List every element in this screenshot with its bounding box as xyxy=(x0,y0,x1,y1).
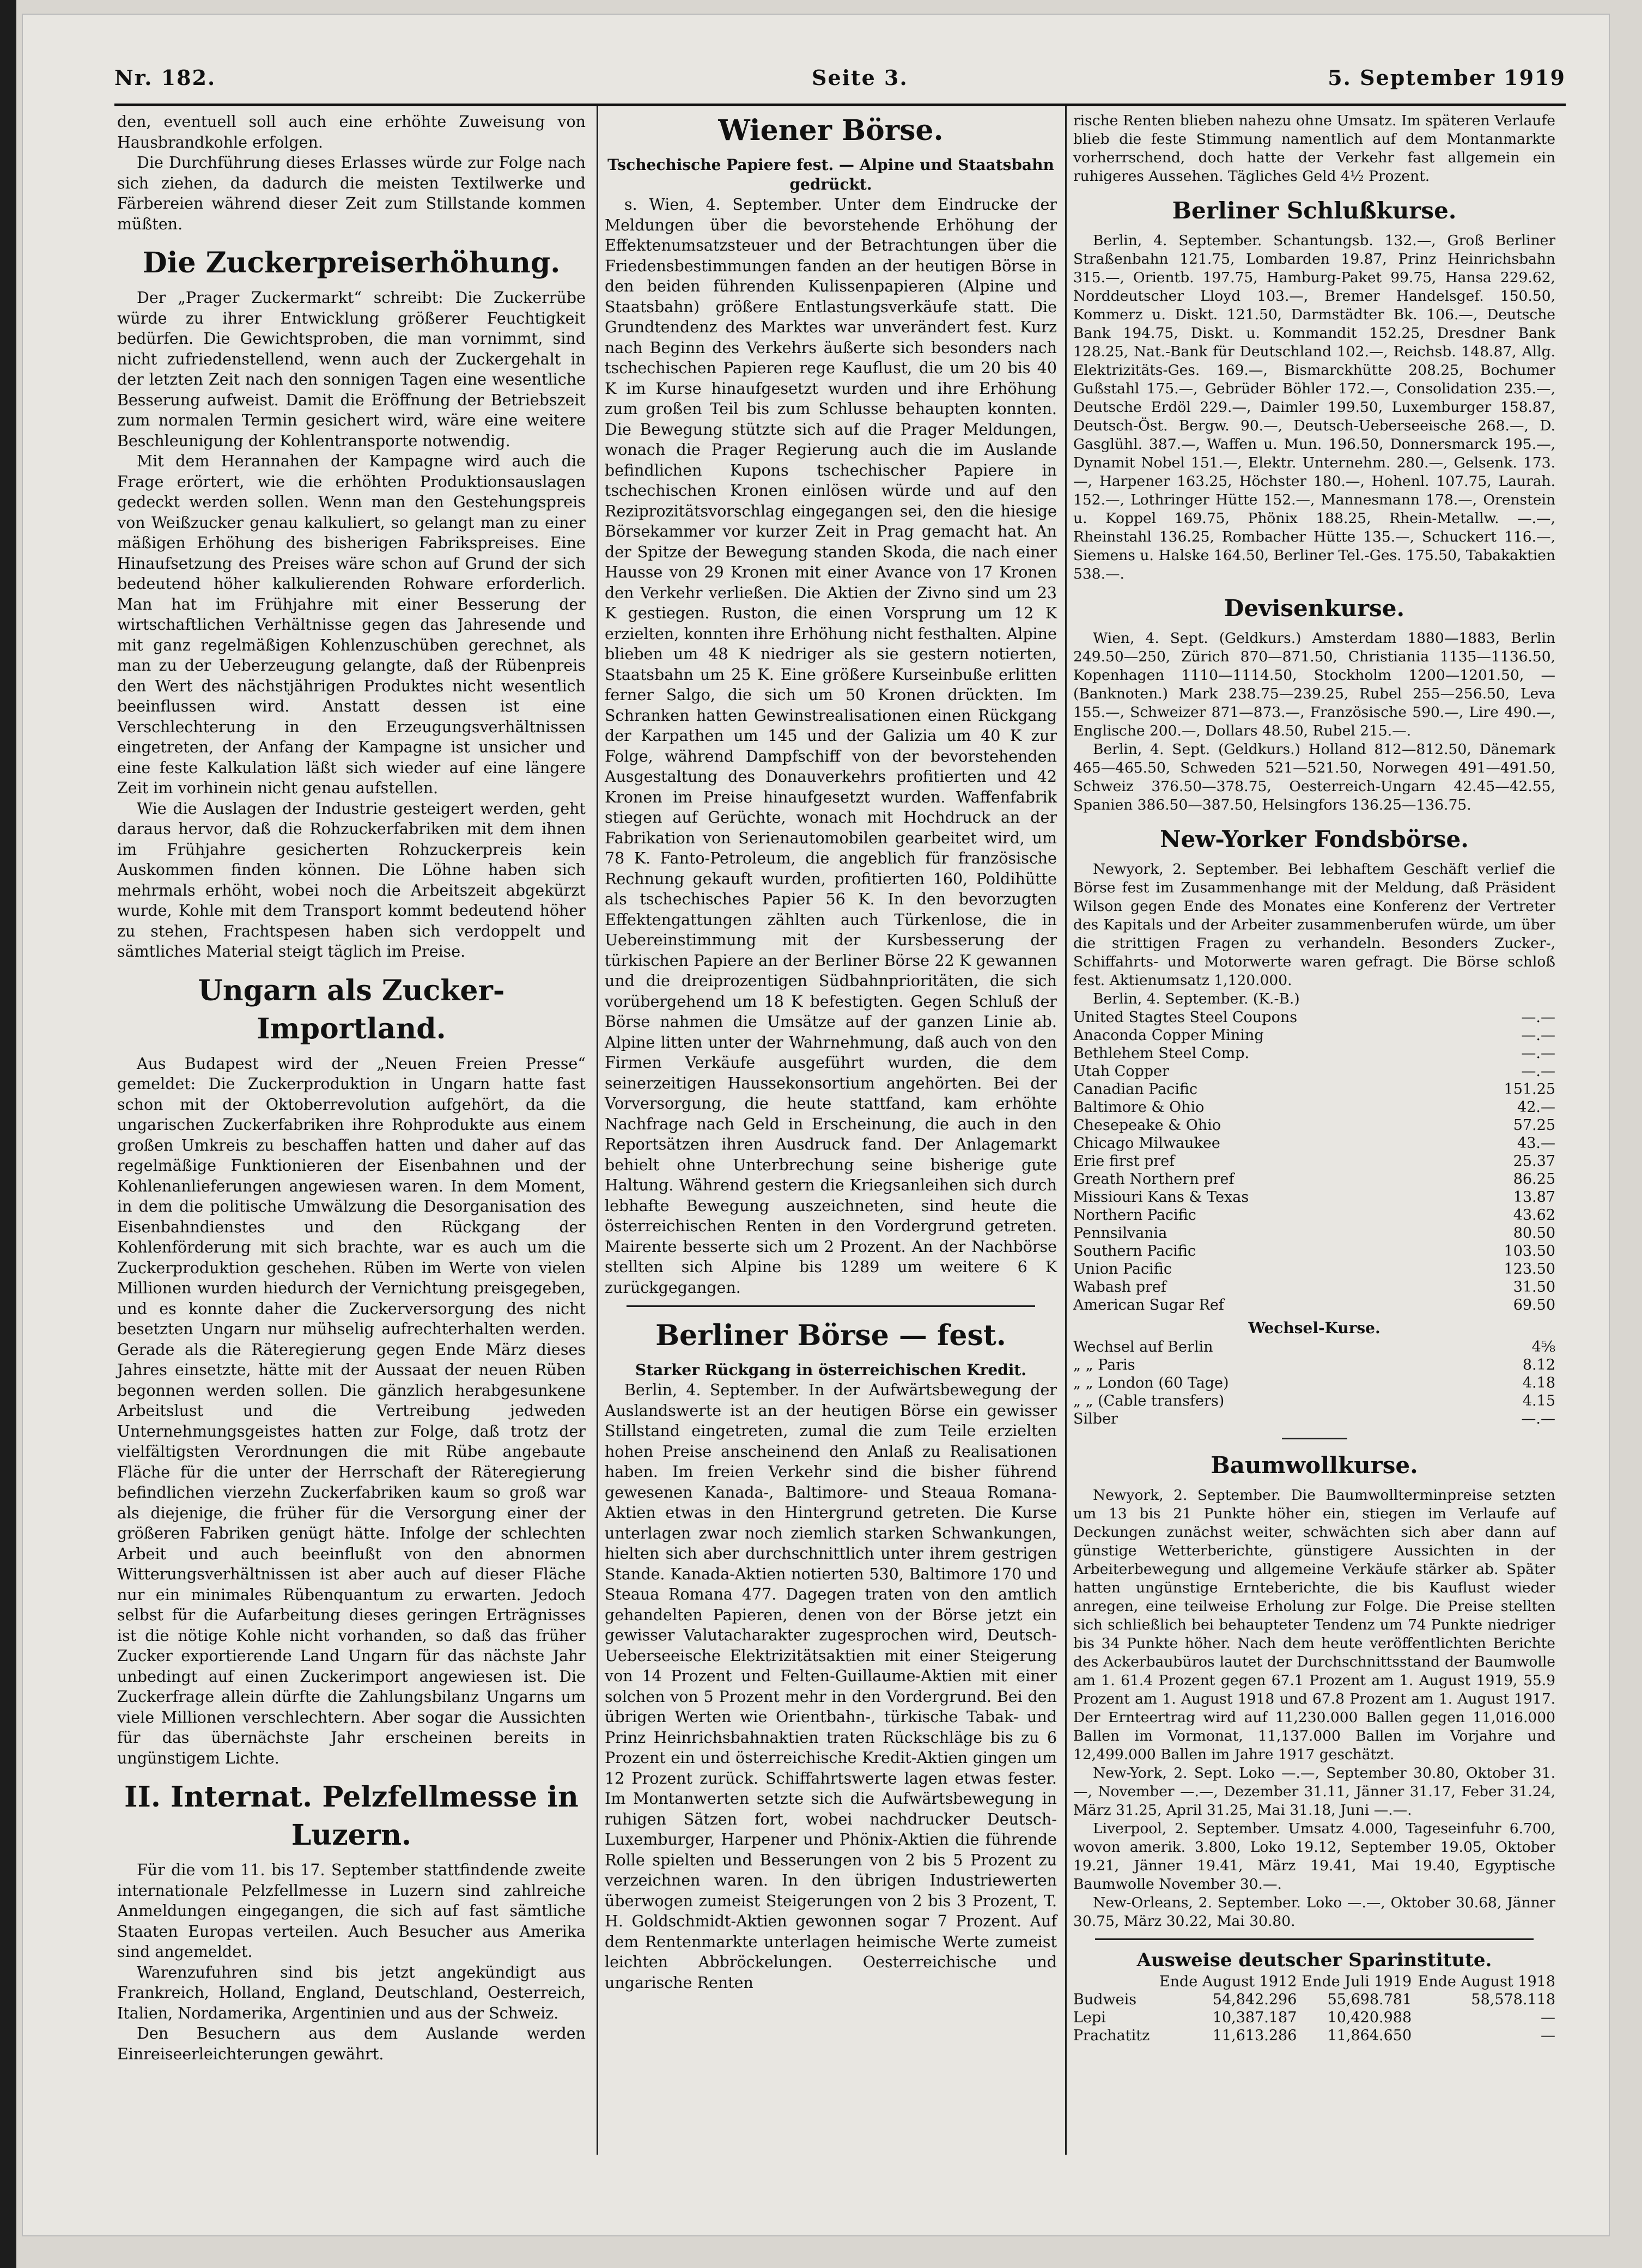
row-value: 43.— xyxy=(1517,1135,1555,1152)
headline-sparinstitute: Ausweise deutscher Sparinstitute. xyxy=(1136,1949,1492,1971)
row-label: Silber xyxy=(1073,1410,1118,1427)
headline-ungarn: Ungarn als Zucker-Importland. xyxy=(198,974,505,1045)
row-label: Anaconda Copper Mining xyxy=(1073,1027,1264,1044)
section-divider xyxy=(627,1305,1035,1307)
row-label: Erie first pref xyxy=(1073,1153,1175,1170)
section-divider xyxy=(1095,1938,1534,1940)
paragraph: Aus Budapest wird der „Neuen Freien Presse“ gemeldet: Die Zuckerproduktion in Ungarn hatte fast schon mit der Oktoberrevolution aufgehört, da die ungarischen Zuckerfabriken ihre Rohprodukte aus einem großen Umkreis zu beschaffen hatten und daher auf das regelmäßige Funktionieren der Eisenbahnen und der Kohlenanlieferungen angewiesen waren. In dem Moment, in dem die politische Umwälzung die Desorganisation des Eisenbahndienstes und den Rückgang der Kohlenförderung mit sich brachte, war es auch um die Zuckerproduktion geschehen. Rüben im Werte von vielen Millionen wurden hiedurch der Vernichtung preisgegeben, und es konnte daher die Zuckerversorgung des nicht besetzten Ungarn nur mühselig aufrechterhalten werden. Gerade als die Räteregierung gegen Ende März dieses Jahres einsetzte, hätte mit der Aussaat der neuen Rüben begonnen werden sollen. Die gänzlich herabgesunkene Arbeitslust und die Vertreibung jedweden Unternehmungsgeistes hatten zur Folge, daß trotz der vielfältigsten Verordnungen die mit Rübe angebaute Fläche für die unter der Herrschaft der Räteregierung befindlichen vierzehn Zuckerfabriken kaum so groß war als diejenige, die früher für die Versorgung einer der größeren Fabriken genügt hätte. Infolge der schlechten Arbeit und auch beeinflußt von den abnormen Witterungsverhältnissen ist aber auch auf dieser Fläche nur ein minimales Rübenquantum zu erwarten. Jedoch selbst für die Aufarbeitung dieses geringen Erträgnisses ist die nötige Kohle nicht vorhanden, so daß das früher Zucker exportierende Land Ungarn für das nächste Jahr unbedingt auf einen Zuckerimport angewiesen ist. Die Zuckerfrage allein dürfte die Zahlungsbilanz Ungarns um viele Millionen verschlechtern. Aber sogar die Aussichten für das übernächste Jahr erscheinen bereits in ungünstigem Lichte. xyxy=(117,1054,586,1767)
row-value: 54,842.296 xyxy=(1212,1991,1297,2008)
paragraph: den, eventuell soll auch eine erhöhte Zuweisung von Hausbrandkohle erfolgen. xyxy=(117,113,586,151)
table-row xyxy=(1073,1170,1555,1188)
subheadline-wien: Tschechische Papiere fest. — Alpine und Staatsbahn gedrückt. xyxy=(607,156,1054,193)
sparinstitute-table xyxy=(1073,1973,1555,2045)
page-header xyxy=(98,65,1566,104)
row-value: 10,420.988 xyxy=(1327,2009,1412,2026)
table-row xyxy=(1073,1044,1555,1062)
paragraph: Mit dem Herannahen der Kampagne wird auch die Frage erörtert, wie die erhöhten Produktionsauslagen gedeckt werden sollen. Wenn man den Gestehungspreis von Weißzucker genau kalkuliert, so gelangt man zu einer mäßigen Erhöhung des bisherigen Fabrikspreises. Eine Hinaufsetzung des Preises wäre schon auf Grund der sich bedeutend höher kalkulierenden Rohware erforderlich. Man hat im Frühjahre mit einer Besserung der wirtschaftlichen Verhältnisse gegen das Jahresende und mit ganz regelmäßigen Kohlenzuschüben gerechnet, als man zu der Ueberzeugung gelangte, daß der Rübenpreis den Wert des nächstjährigen Produktes nicht wesentlich beeinflussen wird. Anstatt dessen ist eine Verschlechterung in den Erzeugungsverhältnissen eingetreten, der Anfang der Kampagne ist unsicher und eine feste Kalkulation läßt sich wieder auf eine längere Zeit im vorhinein nicht genau aufstellen. xyxy=(117,452,586,797)
row-value: 80.50 xyxy=(1513,1225,1555,1242)
row-label: Lepi xyxy=(1073,2009,1106,2026)
headline-new-york: New-Yorker Fondsbörse. xyxy=(1160,826,1469,853)
table-row xyxy=(1073,1062,1555,1080)
row-label: Baltimore & Ohio xyxy=(1073,1099,1205,1116)
table-row xyxy=(1073,1206,1555,1224)
subheadline-berlin: Starker Rückgang in österreichischen Kredit. xyxy=(635,1361,1027,1379)
table-row xyxy=(1073,1152,1555,1170)
paragraph: Berlin, 4. September. In der Aufwärtsbewegung der Auslandswerte ist an der heutigen Börse ein gewisser Stillstand eingetreten, zumal die zum Teile erzielten hohen Preise anscheinend den Anlaß zu Realisationen haben. Im freien Verkehr sind die bisher führend gewesenen Kanada-, Baltimore- und Steaua Romana-Aktien etwas in den Hintergrund getreten. Die Kurse unterlagen zwar noch ziemlich starken Schwankungen, hielten sich aber durchschnittlich unter ihrem gestrigen Stande. Kanada-Aktien notierten 530, Baltimore 170 und Steaua Romana 477. Dagegen traten von den amtlich gehandelten Papieren, denen von der Börse jetzt ein gewisser Valutacharakter zugesprochen wird, Deutsch-Ueberseeische Elektrizitätsaktien mit einer Steigerung von 14 Prozent und Felten-Guillaume-Aktien mit einer solchen von 5 Prozent mehr in den Vordergrund. Bei den übrigen Werten wie Orientbahn-, türkische Tabak- und Prinz Heinrichsbahnaktien traten Rückschläge bis zu 6 Prozent ein und österreichische Kredit-Aktien gingen um 12 Prozent zurück. Schiffahrtswerte lagen etwas fester. Im Montanwerten setzte sich die Aufwärtsbewegung in ruhigen Sätzen fort, wobei nachdrucker Deutsch-Luxemburger, Harpener und Phönix-Aktien die führende Rolle spielten und Besserungen von 2 bis 5 Prozent zu verzeichnen waren. In den übrigen Industriewerten überwogen zumeist Steigerungen von 2 bis 3 Prozent, T. H. Goldschmidt-Aktien gewonnen sogar 7 Prozent. Auf dem Rentenmarkte unterlagen heimische Werte zumeist leichten Abbröckelungen. Oesterreichische und ungarische Renten xyxy=(605,1381,1057,1992)
row-value: 10,387.187 xyxy=(1212,2009,1297,2026)
column-3 xyxy=(1073,112,1555,2045)
row-value: 4.18 xyxy=(1522,1375,1555,1391)
table-row xyxy=(1073,1338,1555,1356)
row-label: „ „ London (60 Tage) xyxy=(1073,1375,1229,1391)
row-value: 151.25 xyxy=(1504,1081,1555,1098)
row-value: 123.50 xyxy=(1504,1261,1555,1278)
column-rule-2 xyxy=(1065,106,1067,2155)
paragraph: New-Orleans, 2. September. Loko —.—, Oktober 30.68, Jänner 30.75, März 30.22, Mai 30.80. xyxy=(1073,1894,1555,1930)
row-label: Budweis xyxy=(1073,1991,1137,2008)
row-value: —.— xyxy=(1521,1009,1555,1026)
row-label: Bethlehem Steel Comp. xyxy=(1073,1045,1250,1062)
row-value: 57.25 xyxy=(1513,1117,1555,1134)
column-header xyxy=(1073,1973,1153,1991)
paragraph: New-York, 2. Sept. Loko —.—, September 30.80, Oktober 31.—, November —.—, Dezember 31.11, Jänner 31.17, Feber 31.24, März 31.25, April 31.25, Mai 31.18, Juni —.—. xyxy=(1073,1765,1555,1819)
table-row xyxy=(1073,1356,1555,1374)
row-label: Southern Pacific xyxy=(1073,1243,1196,1260)
paragraph: Berlin, 4. Sept. (Geldkurs.) Holland 812—812.50, Dänemark 465—465.50, Schweden 521—521.50, Norwegen 491—491.50, Schweiz 376.50—378.75, Oesterreich-Ungarn 42.45—42.55, Spanien 386.50—387.50, Helsingfors 136.25—136.75. xyxy=(1073,741,1555,813)
table-row xyxy=(1073,1080,1555,1098)
stock-table xyxy=(1073,1008,1555,1314)
row-label: Prachatitz xyxy=(1073,2027,1150,2044)
row-value: — xyxy=(1541,2027,1555,2044)
headline-devisenkurse: Devisenkurse. xyxy=(1224,595,1405,622)
scan-edge xyxy=(0,0,16,2268)
paragraph: Wie die Auslagen der Industrie gesteigert werden, geht daraus hervor, daß die Rohzuckerfabriken mit dem ihnen im Frühjahre gesicherten Rohzuckerpreis kein Auskommen finden können. Die Löhne haben sich mehrmals erhöht, wobei noch die Arbeitszeit abgekürzt wurde, Kohle mit dem Transport kommt bedeutend höher zu stehen, Frachtspesen haben sich verdoppelt und sämtliches Material steigt täglich im Preise. xyxy=(117,799,586,960)
row-value: 69.50 xyxy=(1513,1297,1555,1314)
table-row xyxy=(1073,1410,1555,1428)
table-row xyxy=(1073,2009,1555,2027)
table-row xyxy=(1073,1260,1555,1278)
table-row xyxy=(1073,1188,1555,1206)
table-row xyxy=(1073,1278,1555,1296)
paragraph: Für die vom 11. bis 17. September stattfindende zweite internationale Pelzfellmesse in Luzern sind zahlreiche Anmeldungen eingegangen, die sich auf fast sämtliche Staaten Europas verteilen. Auch Besucher aus Amerika sind angemeldet. xyxy=(117,1861,586,1961)
wechsel-table xyxy=(1073,1338,1555,1428)
table-row xyxy=(1073,2027,1555,2045)
paragraph: rische Renten blieben nahezu ohne Umsatz. Im späteren Verlaufe blieb die feste Stimmung namentlich auf dem Montanmarkte vorherrschend, doch hatte der Verkehr fast allgemein ein ruhigeres Aussehen. Tägliches Geld 4½ Prozent. xyxy=(1073,112,1555,185)
row-value: —.— xyxy=(1521,1045,1555,1062)
column-header: Ende August 1918 xyxy=(1418,1973,1555,1990)
row-value: —.— xyxy=(1521,1027,1555,1044)
column-1 xyxy=(117,112,586,2064)
row-label: Northern Pacific xyxy=(1073,1207,1196,1224)
headline-baumwolle: Baumwollkurse. xyxy=(1211,1452,1418,1479)
table-row xyxy=(1073,1991,1555,2009)
row-value: 103.50 xyxy=(1504,1243,1555,1260)
row-label: Union Pacific xyxy=(1073,1261,1172,1278)
table-row xyxy=(1073,1026,1555,1044)
paragraph: Die Durchführung dieses Erlasses würde zur Folge nach sich ziehen, da dadurch die meisten Textilwerke und Färbereien während dieser Zeit zum Stillstande kommen müßten. xyxy=(117,154,586,233)
table-row xyxy=(1073,1008,1555,1026)
row-label: United Stagtes Steel Coupons xyxy=(1073,1009,1298,1026)
column-header: Ende August 1912 xyxy=(1159,1973,1297,1990)
paragraph: Der „Prager Zuckermarkt“ schreibt: Die Zuckerrübe würde zu ihrer Entwicklung größerer Feuchtigkeit bedürfen. Die Gewichtsproben, die man vornimmt, sind nicht zufriedenstellend, wenn auch der Zuckergehalt in der letzten Zeit nach den sonnigen Tagen eine wesentliche Besserung aufweist. Damit die Eröffnung der Betriebszeit zum normalen Termin gesichert wird, wäre eine weitere Beschleunigung der Kohlentransporte notwendig. xyxy=(117,289,586,450)
row-label: Greath Northern pref xyxy=(1073,1171,1234,1188)
issue-date: 5. September 1919 xyxy=(1328,65,1566,90)
paragraph: Liverpool, 2. September. Umsatz 4.000, Tageseinfuhr 6.700, wovon amerik. 3.800, Loko 19.12, September 19.05, Oktober 19.21, Jänner 19.41, März 19.41, Mai 19.40, Egyptische Baumwolle November 30.—. xyxy=(1073,1820,1555,1893)
row-label: Chicago Milwaukee xyxy=(1073,1135,1220,1152)
row-label: „ „ (Cable transfers) xyxy=(1073,1393,1225,1409)
row-label: Wabash pref xyxy=(1073,1279,1166,1296)
row-label: American Sugar Ref xyxy=(1073,1297,1224,1314)
table-row xyxy=(1073,1224,1555,1242)
row-value: — xyxy=(1541,2009,1555,2026)
row-value: 42.— xyxy=(1517,1099,1555,1116)
paragraph: s. Wien, 4. September. Unter dem Eindrucke der Meldungen über die bevorstehende Erhöhung der Effektenumsatzsteuer und der Betrachtungen über die Friedensbestimmungen fanden an der heutigen Börse in den beiden führenden Kulissenpapieren (Alpine und Staatsbahn) größere Entlastungsverkäufe statt. Die Grundtendenz des Marktes war unverändert fest. Kurz nach Beginn des Verkehrs äußerte sich besonders nach tschechischen Papieren rege Kauflust, die um 20 bis 40 K im Kurse hinaufgesetzt wurden und ihre Erhöhung zum großen Teil bis zum Schlusse behaupten konnten. Die Bewegung stützte sich auf die Prager Meldungen, wonach die Prager Regierung auch die im Auslande befindlichen Kupons tschechischer Papiere in tschechischen Kronen einlösen würde und auf den Reziprozitätsvorschlag eingegangen sei, den die hiesige Börsekammer vor kurzer Zeit in Prag gemacht hat. An der Spitze der Bewegung standen Skoda, die nach einer Hausse von 29 Kronen mit einer Avance von 17 Kronen den Verkehr verließen. Die Aktien der Zivno sind um 23 K gestiegen. Ruston, die einen Vorsprung um 12 K erzielten, konnten ihre Erhöhung nicht festhalten. Alpine blieben um 48 K niedriger als sie gestern notierten, Staatsbahn um 25 K. Eine größere Kurseinbuße erlitten ferner Salgo, die sich um 50 Kronen drückten. Im Schranken hatten Gewinstrealisationen einen Rückgang der Karpathen um 145 und der Galizia um 40 K zur Folge, während Dampfschiff von der bevorstehenden Ausgestaltung des Donauverkehrs profitierten und 42 Kronen im Preise hinaufgesetzt wurden. Waffenfabrik stiegen auf Gerüchte, wonach mit Hochdruck an der Fabrikation von Serienautomobilen gearbeitet wird, um 78 K. Fanto-Petroleum, die angeblich für französische Rechnung gekauft wurden, profitierten 160, Poldihütte als tschechisches Papier 56 K. In den bevorzugten Effektengattungen zählten auch Türkenlose, die in Uebereinstimmung mit der Kursbesserung der türkischen Papiere an der Berliner Börse 22 K gewannen und die dreiprozentigen Südbahnprioritäten, die sich vorübergehend um 18 K befestigten. Gegen Schluß der Börse nahmen die Umsätze auf der ganzen Linie ab. Alpine litten unter der Wahrnehmung, daß auch von den Firmen Verkäufe ausgeführt wurden, die dem seinerzeitigen Haussekonsortium angehörten. Bei der Vorversorgung, die heute stattfand, kam erhöhte Nachfrage nach Geld in Erscheinung, die auch in den Reportsätzen ihren Ausdruck fand. Der Anlagemarkt behielt ohne Unterbrechung seine bisherige gute Haltung. Während gestern die Kriegsanleihen sich durch lebhafte Bewegung auszeichneten, sind heute die österreichischen Renten in den Vordergrund getreten. Mairente besserte sich um 2 Prozent. An der Nachbörse stellten sich Alpine bis 1289 um weitere 6 K zurückgegangen. xyxy=(605,196,1057,1297)
table-row xyxy=(1073,1296,1555,1314)
row-value: —.— xyxy=(1521,1410,1555,1427)
header-rule xyxy=(114,104,1566,106)
column-rule-1 xyxy=(597,106,598,2155)
row-value: 31.50 xyxy=(1513,1279,1555,1296)
row-label: „ „ Paris xyxy=(1073,1357,1135,1373)
row-value: 11,864.650 xyxy=(1327,2027,1412,2044)
table-row xyxy=(1073,1116,1555,1134)
row-value: 8.12 xyxy=(1522,1357,1555,1373)
issue-number: Nr. 182. xyxy=(114,65,216,90)
section-divider xyxy=(1282,1438,1347,1439)
row-value: 55,698.781 xyxy=(1327,1991,1412,2008)
row-value: 86.25 xyxy=(1513,1171,1555,1188)
paragraph: Den Besuchern aus dem Auslande werden Einreiseerleichterungen gewährt. xyxy=(117,2024,586,2063)
table-row xyxy=(1073,1392,1555,1410)
row-value: 11,613.286 xyxy=(1212,2027,1297,2044)
row-value: 4⅝ xyxy=(1531,1339,1555,1355)
row-label: Pennsilvania xyxy=(1073,1225,1167,1242)
row-value: 58,578.118 xyxy=(1471,1991,1555,2008)
row-label: Utah Copper xyxy=(1073,1063,1170,1080)
row-label: Missiouri Kans & Texas xyxy=(1073,1189,1249,1206)
headline-berliner-boerse: Berliner Börse — fest. xyxy=(655,1319,1006,1352)
table-row xyxy=(1073,1242,1555,1260)
paragraph: Newyork, 2. September. Die Baumwollterminpreise setzten um 13 bis 21 Punkte höher ein, stiegen im Verlaufe auf Deckungen zunächst weiter, schwächten sich aber dann auf günstige Wetterberichte, günstigere Aussichten in der Arbeiterbewegung und allgemeine Verkäufe stärker ab. Später hatten ungünstige Ernteberichte, die bis Kauflust wieder anregen, eine teilweise Erholung zur Folge. Die Preise stellten sich schließlich bei behaupteter Tendenz um 74 Punkte niedriger bis 34 Punkte höher. Nach dem heute veröffentlichten Berichte des Ackerbaubüros lautet der Durchschnittsstand der Baumwolle am 1. 61.4 Prozent gegen 67.1 Prozent am 1. August 1919, 55.9 Prozent am 1. August 1918 und 67.8 Prozent am 1. August 1917. Der Ernteertrag wird auf 11,230.000 Ballen gegen 11,016.000 Ballen im Vormonat, 11,137.000 Ballen im Vorjahre und 12,499.000 Ballen im Jahre 1917 geschätzt. xyxy=(1073,1487,1555,1763)
table-row xyxy=(1073,1374,1555,1392)
headline-schlusskurse: Berliner Schlußkurse. xyxy=(1172,197,1457,224)
column-header: Ende Juli 1919 xyxy=(1302,1973,1412,1990)
row-label: Canadian Pacific xyxy=(1073,1081,1198,1098)
paragraph: Berlin, 4. September. Schantungsb. 132.—, Groß Berliner Straßenbahn 121.75, Lombarden 19.87, Prinz Heinrichsbahn 315.—, Orientb. 197.75, Hamburg-Paket 99.75, Hansa 229.62, Norddeutscher Lloyd 103.—, Bremer Handelsgef. 150.50, Kommerz u. Diskt. 121.50, Darmstädter Bk. 106.—, Deutsche Bank 194.75, Diskt. u. Kommandit 152.25, Dresdner Bank 128.25, Nat.-Bank für Deutschland 102.—, Reichsb. 148.87, Allg. Elektrizitäts-Ges. 169.—, Bismarckhütte 208.25, Bochumer Gußstahl 175.—, Gebrüder Böhler 172.—, Consolidation 235.—, Deutsche Erdöl 229.—, Daimler 199.50, Luxemburger 158.87, Deutsch-Öst. Bergw. 90.—, Deutsch-Ueberseeische 268.—, D. Gasglühl. 387.—, Waffen u. Mun. 196.50, Donnersmarck 195.—, Dynamit Nobel 151.—, Elektr. Unternehm. 280.—, Gelsenk. 173.—, Harpener 163.25, Höchster 180.—, Hohenl. 107.75, Laurah. 152.—, Lothringer Hütte 152.—, Mannesmann 178.—, Orenstein u. Koppel 169.75, Phönix 188.25, Rhein-Metallw. —.—, Rheinstahl 136.25, Rombacher Hütte 135.—, Schuckert 116.—, Siemens u. Halske 164.50, Berliner Tel.-Ges. 175.50, Tabakaktien 538.—. xyxy=(1073,232,1555,582)
row-value: 25.37 xyxy=(1513,1153,1555,1170)
wechsel-title: Wechsel-Kurse. xyxy=(1248,1319,1381,1337)
table-row xyxy=(1073,1098,1555,1116)
table-row xyxy=(1073,1134,1555,1152)
paragraph: Warenzufuhren sind bis jetzt angekündigt aus Frankreich, Holland, England, Deutschland, Oesterreich, Italien, Nordamerika, Argentinien und aus der Schweiz. xyxy=(117,1963,586,2022)
row-label: Chesepeake & Ohio xyxy=(1073,1117,1221,1134)
row-value: —.— xyxy=(1521,1063,1555,1080)
row-value: 4.15 xyxy=(1522,1393,1555,1409)
column-2 xyxy=(605,112,1057,1993)
paragraph: Newyork, 2. September. Bei lebhaftem Geschäft verlief die Börse fest im Zusammenhange mit der Meldung, daß Präsident Wilson gegen Ende des Monates eine Konferenz der Vertreter des Kapitals und der Arbeiter zusammenberufen würde, um über die strittigen Fragen zu verhandeln. Besonders Zucker-, Schiffahrts- und Motorwerte waren gefragt. Die Börse schloß fest. Aktienumsatz 1,120.000. xyxy=(1073,861,1555,989)
page-number: Seite 3. xyxy=(812,65,908,90)
headline-pelzfellmesse: II. Internat. Pelzfellmesse in Luzern. xyxy=(124,1780,579,1852)
row-label: Wechsel auf Berlin xyxy=(1073,1339,1213,1355)
row-value: 13.87 xyxy=(1513,1189,1555,1206)
headline-wiener-boerse: Wiener Börse. xyxy=(718,114,944,147)
paragraph: Wien, 4. Sept. (Geldkurs.) Amsterdam 1880—1883, Berlin 249.50—250, Zürich 870—871.50, Christiania 1135—1136.50, Kopenhagen 1110—1114.50, Stockholm 1200—1201.50, — (Banknoten.) Mark 238.75—239.25, Rubel 255—256.50, Leva 155.—, Schweizer 871—873.—, Französische 590.—, Lire 490.—, Englische 200.—, Dollars 48.50, Rubel 215.—. xyxy=(1073,630,1555,739)
row-value: 43.62 xyxy=(1513,1207,1555,1224)
headline-zucker: Die Zuckerpreiserhöhung. xyxy=(142,246,561,279)
table-caption: Berlin, 4. September. (K.-B.) xyxy=(1093,990,1300,1007)
